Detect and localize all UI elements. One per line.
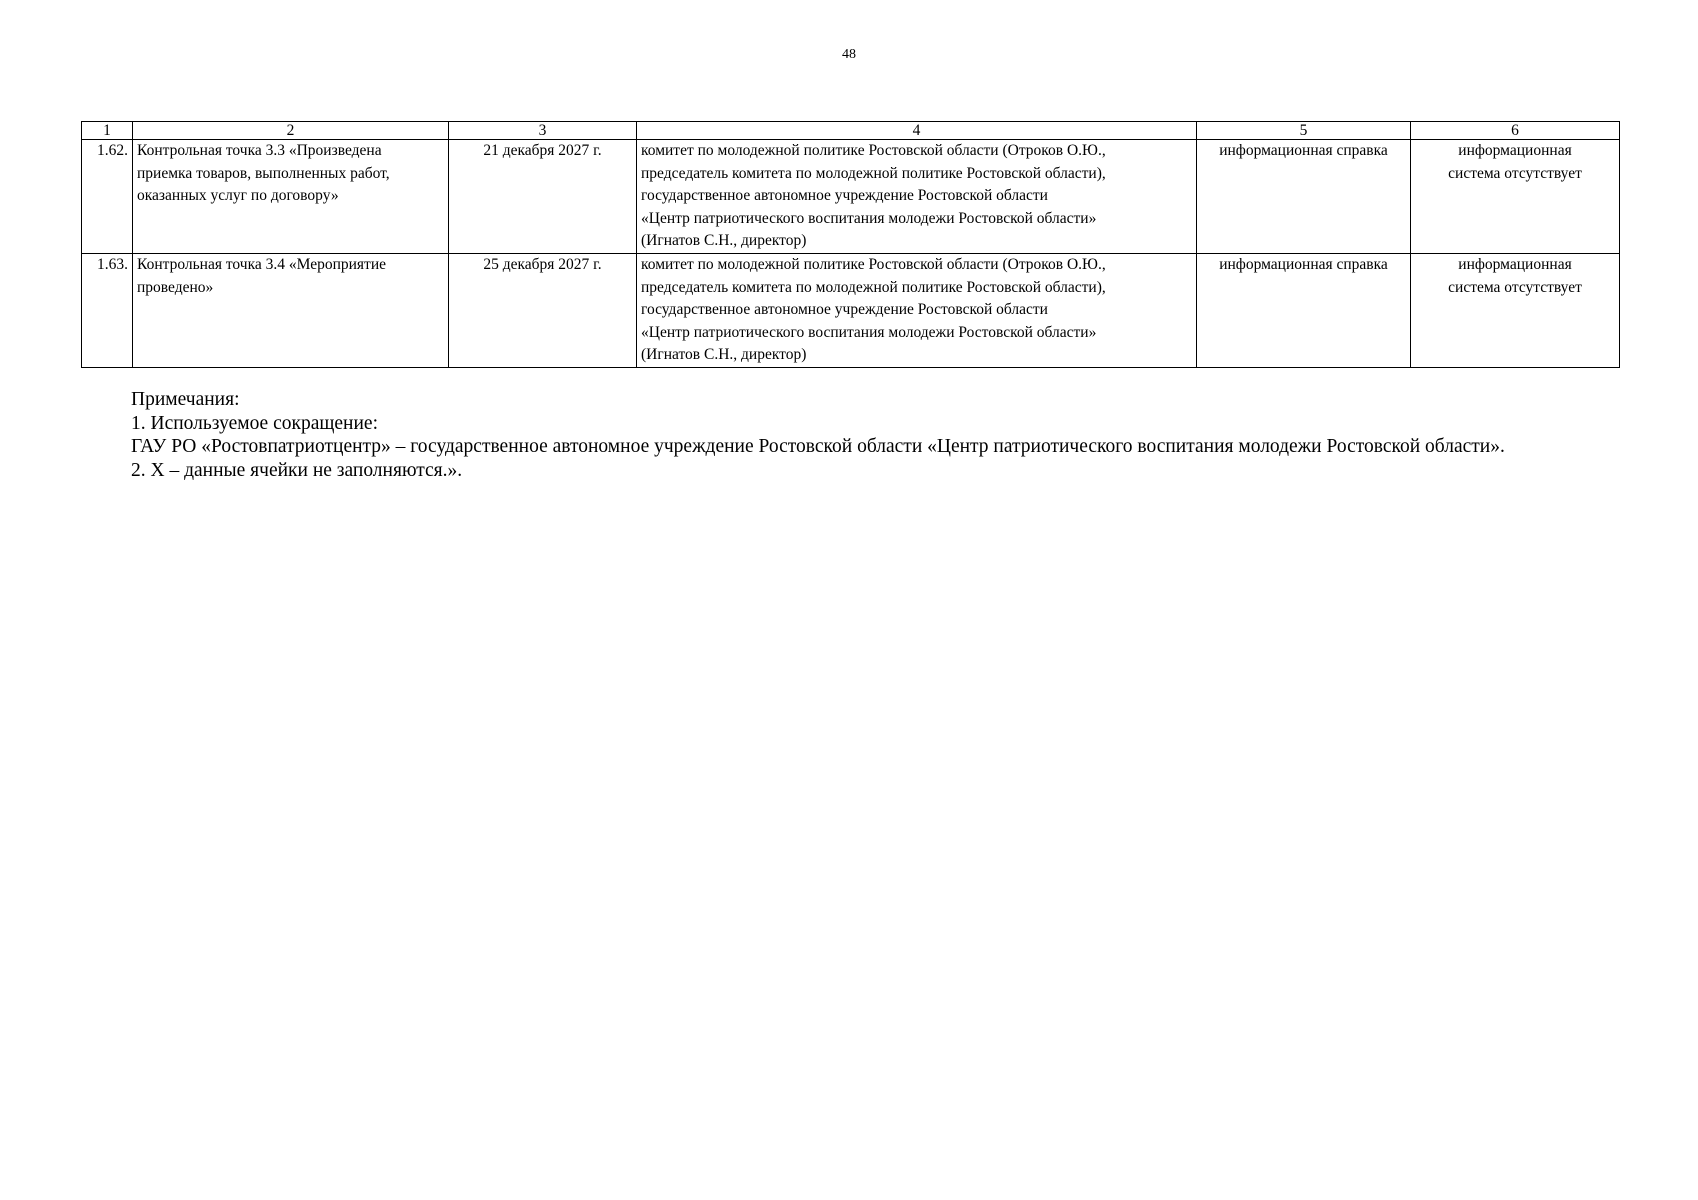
text-line: председатель комитета по молодежной политике Ростовской области), xyxy=(641,164,1106,182)
text-line: (Игнатов С.Н., директор) xyxy=(641,346,807,364)
text-line: комитет по молодежной политике Ростовской области (Отроков О.Ю., xyxy=(641,142,1106,159)
column-header: 6 xyxy=(1411,122,1620,140)
control-point-name-cell xyxy=(133,253,449,367)
table-header-row xyxy=(82,122,1620,140)
responsible-cell xyxy=(637,140,1197,254)
row-number: 1.62. xyxy=(82,140,133,254)
deadline-date: 21 декабря 2027 г. xyxy=(449,140,637,254)
text-line: Контрольная точка 3.3 «Произведена xyxy=(137,142,382,159)
control-point-name-cell xyxy=(133,140,449,254)
control-points-table xyxy=(81,121,1620,368)
text-line: оказанных услуг по договору» xyxy=(137,187,339,205)
information-system-cell xyxy=(1411,140,1620,254)
note-item: 1. Используемое сокращение: xyxy=(131,412,378,434)
information-system-cell xyxy=(1411,253,1620,367)
text-line: информационная xyxy=(1458,142,1572,159)
text-line: система отсутствует xyxy=(1448,278,1582,296)
text-line: государственное автономное учреждение Ростовской области xyxy=(641,187,1048,205)
text-line: председатель комитета по молодежной политике Ростовской области), xyxy=(641,278,1106,296)
text-line: информационная xyxy=(1458,255,1572,273)
deadline-date: 25 декабря 2027 г. xyxy=(449,253,637,367)
responsible-cell xyxy=(637,253,1197,367)
text-line: Контрольная точка 3.4 «Мероприятие xyxy=(137,255,386,273)
page-number: 48 xyxy=(842,47,856,62)
text-line: «Центр патриотического воспитания молодежи Ростовской области» xyxy=(641,209,1097,227)
note-item: 2. Х – данные ячейки не заполняются.». xyxy=(131,459,463,481)
text-line: приемка товаров, выполненных работ, xyxy=(137,164,390,182)
row-number: 1.63. xyxy=(82,253,133,367)
column-header: 5 xyxy=(1197,122,1411,140)
text-line: проведено» xyxy=(137,278,214,296)
text-line: «Центр патриотического воспитания молодежи Ростовской области» xyxy=(641,323,1097,341)
column-header: 4 xyxy=(637,122,1197,140)
text-line: система отсутствует xyxy=(1448,164,1582,182)
text-line: государственное автономное учреждение Ростовской области xyxy=(641,301,1048,319)
notes-title: Примечания: xyxy=(131,389,240,410)
table-row xyxy=(82,140,1620,254)
column-header: 2 xyxy=(133,122,449,140)
text-line: комитет по молодежной политике Ростовской области (Отроков О.Ю., xyxy=(641,255,1106,273)
document-type: информационная справка xyxy=(1197,140,1411,254)
text-line: (Игнатов С.Н., директор) xyxy=(641,232,807,250)
document-type: информационная справка xyxy=(1197,253,1411,367)
column-header: 1 xyxy=(82,122,133,140)
column-header: 3 xyxy=(449,122,637,140)
notes-section xyxy=(131,388,1631,482)
note-abbreviation-text: ГАУ РО «Ростовпатриотцентр» – государственное автономное учреждение Ростовской области «Центр патриотического воспитания молодежи Ростовской области». xyxy=(131,436,1505,457)
table-row xyxy=(82,253,1620,367)
